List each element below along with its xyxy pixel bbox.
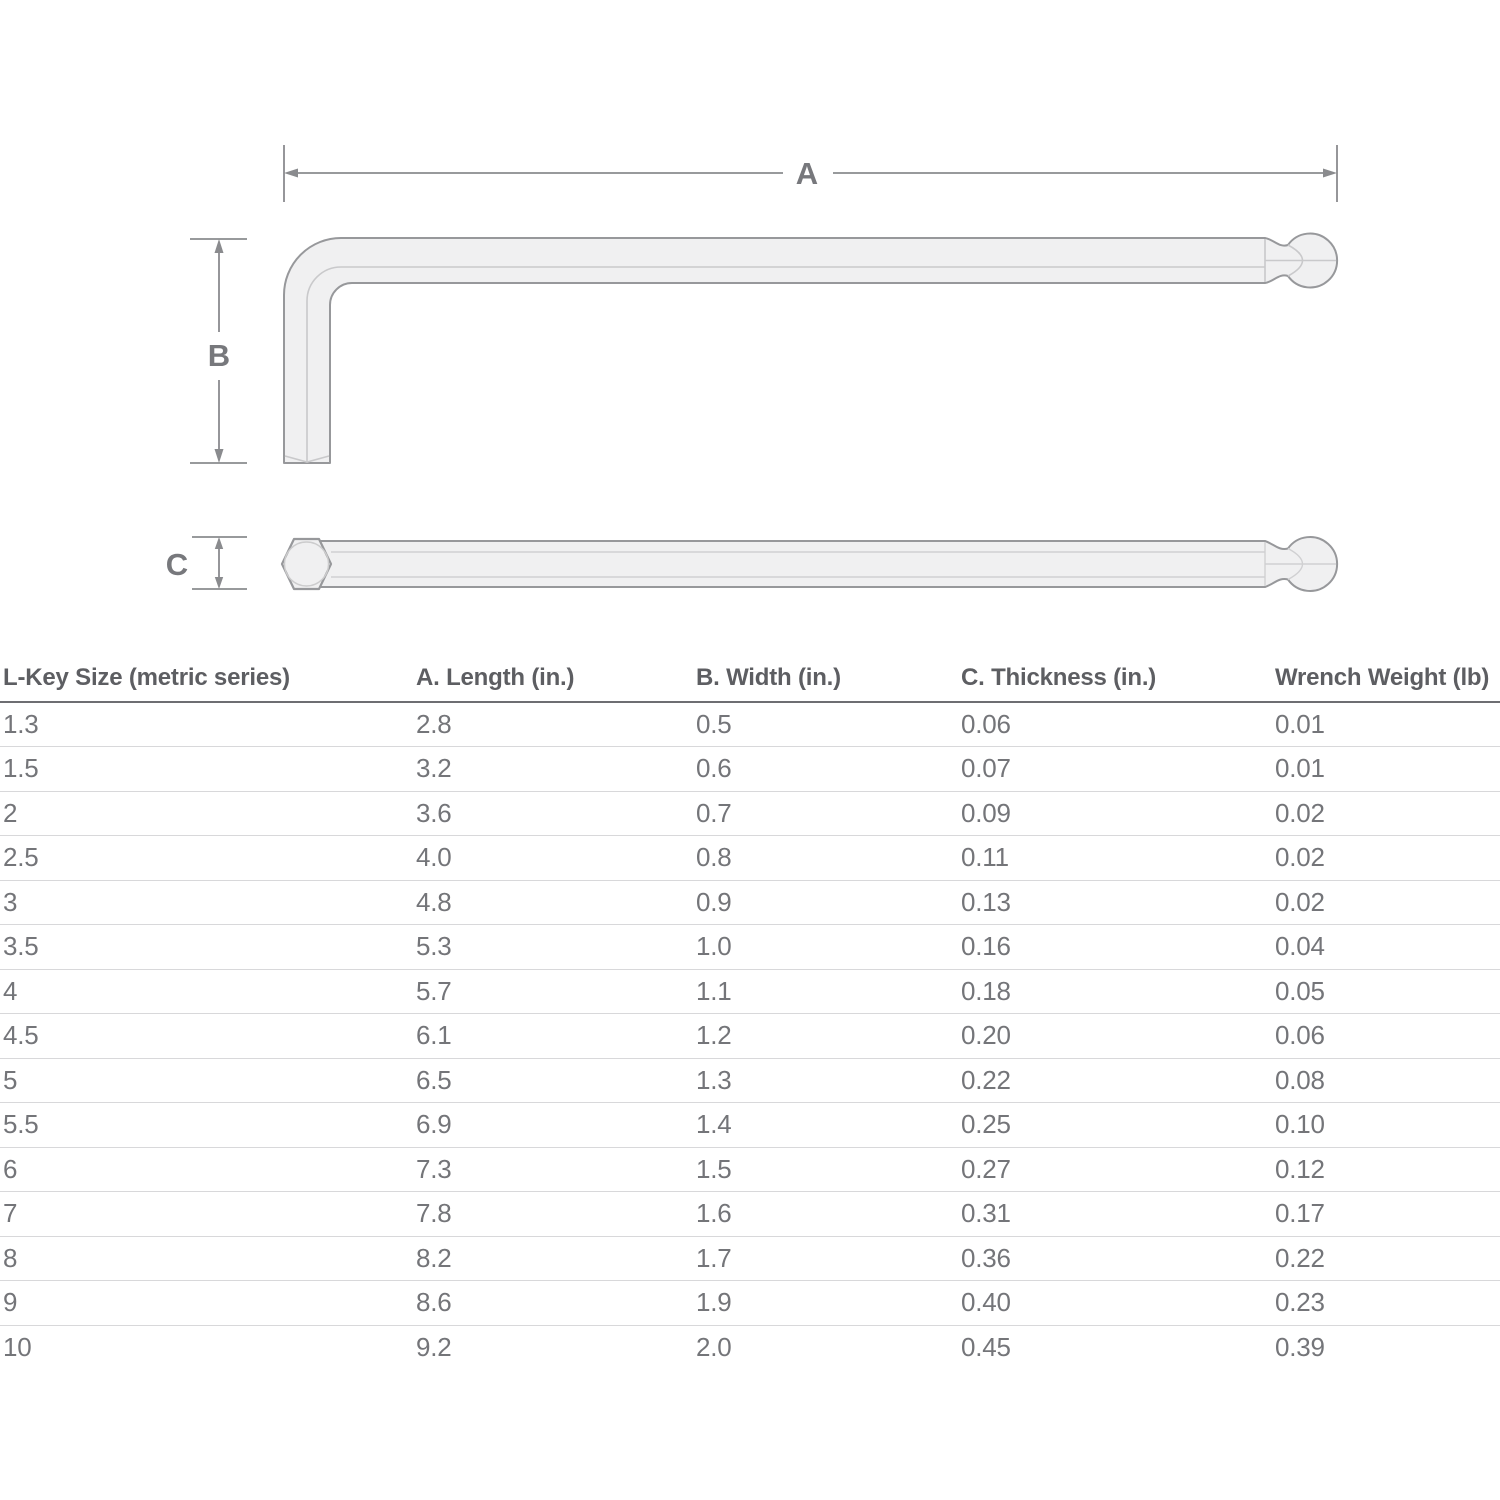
table-cell: 0.39	[1275, 1332, 1325, 1362]
table-cell: 1.0	[696, 931, 732, 962]
table-cell: 6.1	[416, 1020, 452, 1051]
table-row	[0, 747, 1500, 792]
l-key-side-view	[282, 537, 1337, 591]
table-cell: 0.02	[1275, 797, 1325, 828]
table-row	[0, 1236, 1500, 1281]
table-row	[0, 969, 1500, 1014]
table-cell: 2.8	[416, 709, 452, 739]
table-cell: 10	[3, 1332, 32, 1362]
table-row	[0, 1103, 1500, 1148]
col-header-length: A. Length (in.)	[413, 656, 693, 702]
table-cell: 2.5	[3, 842, 39, 873]
table-row	[0, 836, 1500, 881]
l-key-top-chamfer-line	[307, 267, 1265, 461]
table-cell: 5.3	[416, 931, 452, 962]
table-cell: 0.18	[961, 975, 1011, 1006]
table-cell: 0.36	[961, 1242, 1011, 1273]
table-cell: 0.8	[696, 842, 732, 873]
table-cell: 0.05	[1275, 975, 1325, 1006]
table-cell: 0.25	[961, 1109, 1011, 1140]
table-cell: 1.7	[696, 1242, 732, 1273]
dim-b-arrow-up	[215, 239, 224, 253]
table-row	[0, 702, 1500, 747]
dim-c-label: C	[165, 547, 189, 582]
table-cell: 1.1	[696, 975, 732, 1006]
l-key-top-view-body	[284, 233, 1337, 463]
table-cell: 2.0	[696, 1332, 732, 1362]
l-key-top-view	[284, 233, 1337, 463]
table-cell: 3.2	[416, 753, 452, 784]
table-cell: 0.27	[961, 1153, 1011, 1184]
table-cell: 0.45	[961, 1332, 1011, 1362]
spec-table-header	[0, 656, 1500, 702]
table-cell: 3.5	[3, 931, 39, 962]
table-cell: 7	[3, 1198, 18, 1229]
table-cell: 0.17	[1275, 1198, 1325, 1229]
table-row	[0, 1325, 1500, 1370]
table-cell: 0.9	[696, 886, 732, 917]
spec-table-body	[0, 702, 1500, 1370]
table-cell: 1.6	[696, 1198, 732, 1229]
table-cell: 8	[3, 1242, 18, 1273]
table-cell: 0.07	[961, 753, 1011, 784]
table-cell: 8.2	[416, 1242, 452, 1273]
table-cell: 0.7	[696, 797, 732, 828]
table-cell: 0.40	[961, 1287, 1011, 1318]
table-cell: 1.2	[696, 1020, 732, 1051]
table-cell: 0.31	[961, 1198, 1011, 1229]
spec-table	[0, 656, 1500, 1370]
table-cell: 0.09	[961, 797, 1011, 828]
dim-c-arrow-down	[215, 577, 223, 589]
table-row	[0, 1192, 1500, 1237]
dim-a-arrow-left	[284, 169, 298, 178]
table-cell: 1.5	[696, 1153, 732, 1184]
table-row	[0, 1014, 1500, 1059]
table-cell: 6.9	[416, 1109, 452, 1140]
table-cell: 1.4	[696, 1109, 732, 1140]
table-cell: 8.6	[416, 1287, 452, 1318]
table-cell: 0.06	[1275, 1020, 1325, 1051]
table-cell: 0.02	[1275, 842, 1325, 873]
table-cell: 5.5	[3, 1109, 39, 1140]
table-cell: 0.5	[696, 709, 732, 739]
table-cell: 1.3	[3, 709, 39, 739]
table-cell: 9	[3, 1287, 18, 1318]
dim-b-arrow-down	[215, 449, 224, 463]
col-header-lkey-size: L-Key Size (metric series)	[0, 656, 413, 702]
table-cell: 6	[3, 1153, 18, 1184]
table-cell: 0.01	[1275, 709, 1325, 739]
table-cell: 0.02	[1275, 886, 1325, 917]
table-row	[0, 1147, 1500, 1192]
table-row	[0, 1058, 1500, 1103]
dim-a-label: A	[795, 156, 819, 191]
table-cell: 0.10	[1275, 1109, 1325, 1140]
l-key-dimension-diagram	[0, 0, 1500, 650]
table-cell: 0.04	[1275, 931, 1325, 962]
table-cell: 0.13	[961, 886, 1011, 917]
table-cell: 0.11	[961, 842, 1009, 873]
table-cell: 3.6	[416, 797, 452, 828]
table-cell: 7.8	[416, 1198, 452, 1229]
dim-c-arrow-up	[215, 537, 223, 549]
l-key-hex-end	[282, 539, 331, 589]
table-cell: 5	[3, 1064, 18, 1095]
table-cell: 0.6	[696, 753, 732, 784]
table-cell: 0.06	[961, 709, 1011, 739]
table-cell: 0.16	[961, 931, 1011, 962]
table-cell: 2	[3, 797, 18, 828]
table-row	[0, 880, 1500, 925]
table-cell: 4	[3, 975, 18, 1006]
table-cell: 4.0	[416, 842, 452, 873]
table-cell: 0.22	[1275, 1242, 1325, 1273]
table-cell: 4.8	[416, 886, 452, 917]
col-header-thickness: C. Thickness (in.)	[958, 656, 1272, 702]
table-cell: 9.2	[416, 1332, 452, 1362]
header-row	[0, 656, 1500, 702]
table-cell: 0.08	[1275, 1064, 1325, 1095]
table-cell: 0.23	[1275, 1287, 1325, 1318]
table-row	[0, 1281, 1500, 1326]
table-cell: 1.9	[696, 1287, 732, 1318]
dim-b-label: B	[207, 338, 231, 373]
table-cell: 5.7	[416, 975, 452, 1006]
col-header-width: B. Width (in.)	[693, 656, 958, 702]
table-cell: 0.20	[961, 1020, 1011, 1051]
table-row	[0, 791, 1500, 836]
table-cell: 0.01	[1275, 753, 1325, 784]
table-row	[0, 925, 1500, 970]
table-cell: 1.3	[696, 1064, 732, 1095]
table-cell: 0.22	[961, 1064, 1011, 1095]
table-cell: 1.5	[3, 753, 39, 784]
l-key-side-shaft	[300, 537, 1337, 591]
table-cell: 0.12	[1275, 1153, 1325, 1184]
table-cell: 4.5	[3, 1020, 39, 1051]
dim-a-arrow-right	[1323, 169, 1337, 178]
table-cell: 7.3	[416, 1153, 452, 1184]
col-header-wrench-weight: Wrench Weight (lb)	[1272, 656, 1500, 702]
table-cell: 6.5	[416, 1064, 452, 1095]
table-cell: 3	[3, 886, 18, 917]
